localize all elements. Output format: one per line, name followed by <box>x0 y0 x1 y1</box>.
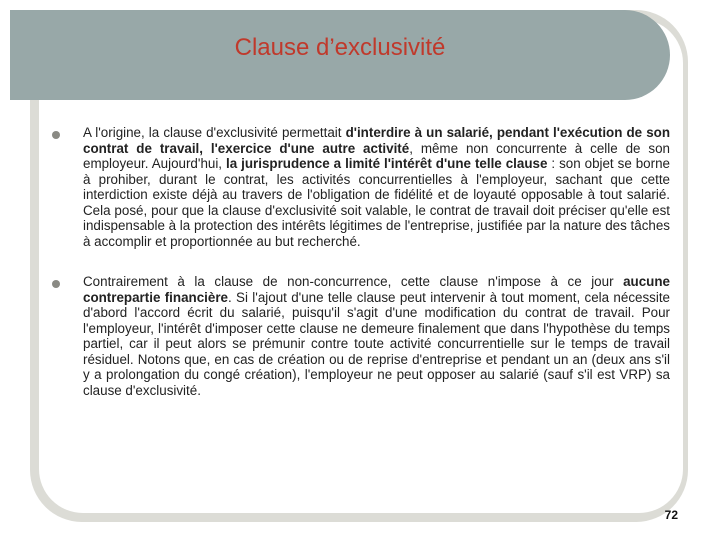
bullet-1-segment-2: d'interdire à un salarié, pendant l'exécution de son contrat de travail, l'exercice d'une autre activité <box>83 125 671 156</box>
bullet-1-segment-1: A l'origine, la clause d'exclusivité permettait <box>83 125 346 140</box>
bullet-1-segment-4: la jurisprudence a limité l'intérêt d'une telle clause <box>226 156 548 171</box>
bullet-text-2 <box>83 274 670 398</box>
bullet-dot-icon <box>52 280 60 288</box>
bullet-2-segment-3: . Si l'ajout d'une telle clause peut intervenir à tout moment, cela nécessite d'abord l'accord écrit du salarié, puisqu'il s'agit d'une modification du contrat de travail. Pour l'employeur, l'intérêt d'imposer cette clause ne demeure finalement que dans l'hypothèse du temps partiel, car il peut alors se prémunir contre toute activité concurrentielle sur le temps de travail résiduel. Notons que, en cas de création ou de reprise d'entreprise et pendant un an (deux ans s'il y a prolongation du congé création), l'employeur ne peut opposer au salarié (sauf s'il est VRP) sa clause d'exclusivité. <box>83 289 670 398</box>
bullet-1-segment-5: : son objet se borne à prohiber, durant le contrat, les activités concurrentielles à l'employeur, sachant que cette interdiction existe déjà au travers de l'obligation de fidélité et de loyauté opposable à tout salarié. Cela posé, pour que la clause d'exclusivité soit valable, le contrat de travail doit préciser qu'elle est indispensable à la protection des intérêts légitimes de l'entreprise, justifiée par la nature des tâches à accomplir et proportionnée au but recherché. <box>83 156 670 249</box>
bullet-dot-icon <box>52 131 60 139</box>
slide-title: Clause d’exclusivité <box>234 34 446 61</box>
bullet-item-2 <box>48 274 670 398</box>
bullet-2-segment-2: aucune contrepartie financière <box>83 274 670 305</box>
bullet-1-segment-3: , même non concurrente à celle de son employeur. Aujourd'hui, <box>83 140 670 171</box>
bullet-list <box>48 125 670 398</box>
bullet-text-1 <box>83 125 670 249</box>
page-number: 72 <box>664 508 678 522</box>
bullet-item-1 <box>48 125 670 249</box>
bullet-2-segment-1: Contrairement à la clause de non-concurrence, cette clause n'impose à ce jour <box>83 274 624 289</box>
